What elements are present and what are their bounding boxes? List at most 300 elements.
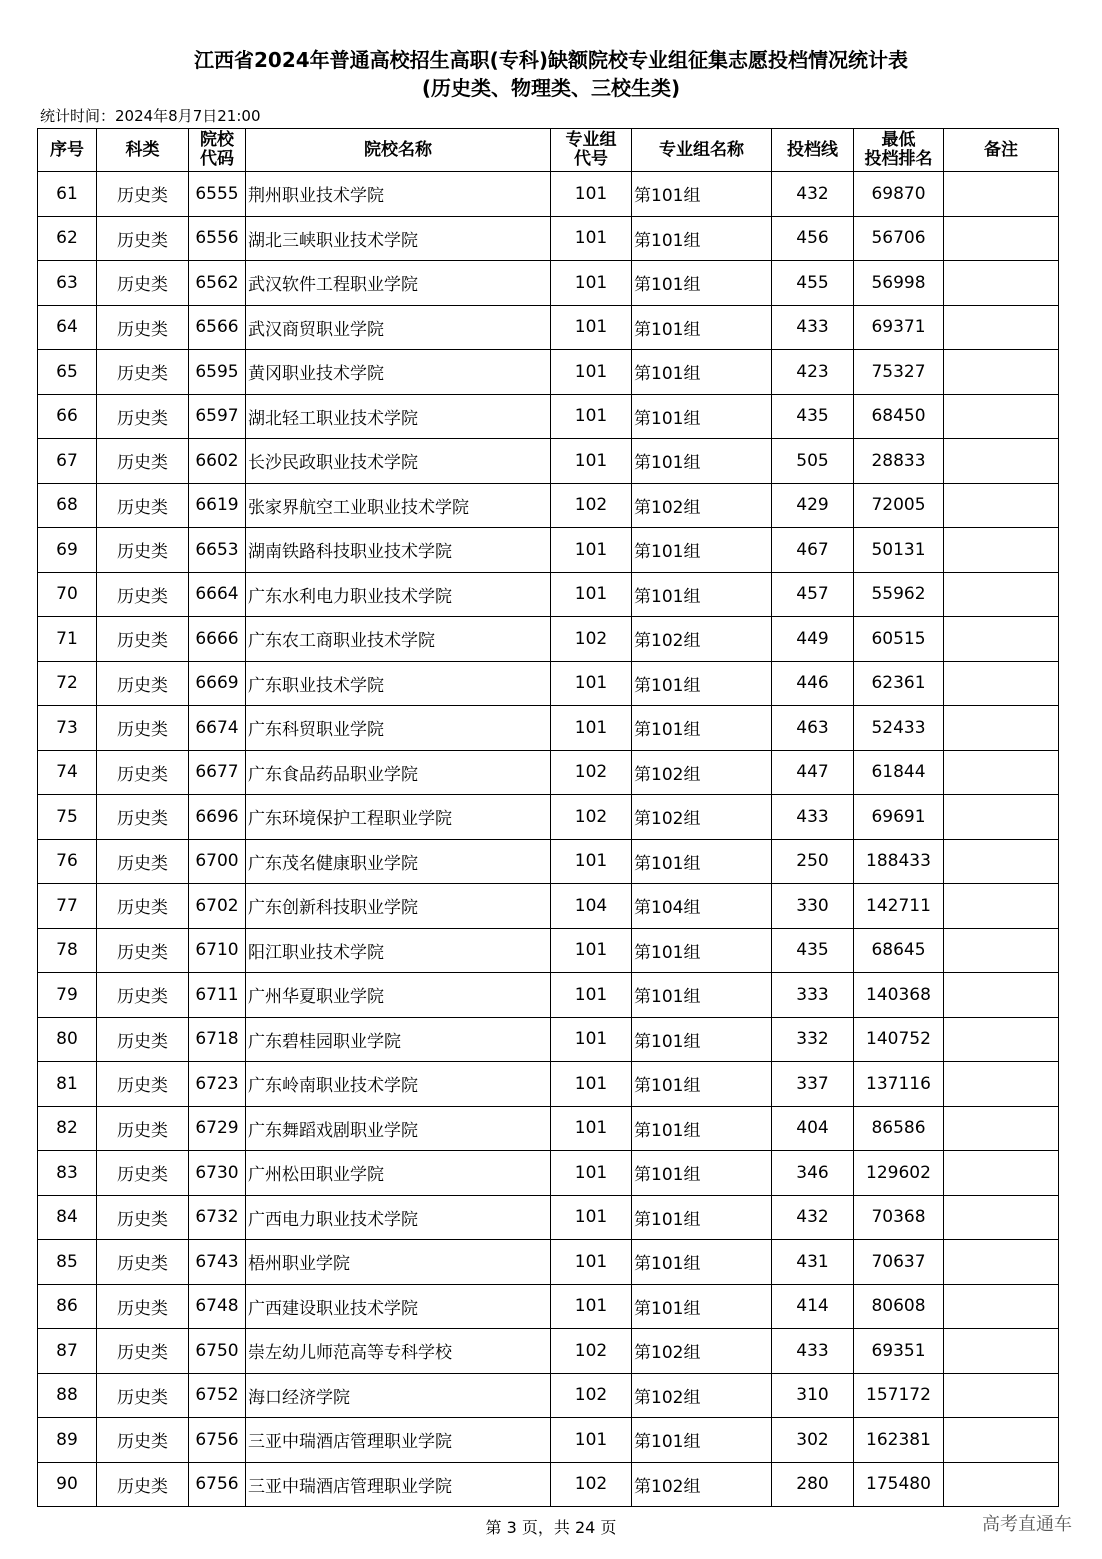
table-row	[38, 572, 1059, 617]
header-min-rank: 最低 投档排名	[854, 129, 944, 172]
cell-school-name: 张家界航空工业职业技术学院	[246, 483, 551, 528]
cell-school-name: 崇左幼儿师范高等专科学校	[246, 1329, 551, 1374]
cell-score-line: 435	[772, 394, 854, 439]
cell-group-name: 第101组	[632, 394, 772, 439]
cell-seq: 78	[38, 928, 97, 973]
cell-min-rank: 52433	[854, 706, 944, 751]
cell-score-line: 447	[772, 750, 854, 795]
cell-score-line: 423	[772, 350, 854, 395]
cell-group-name: 第101组	[632, 439, 772, 484]
cell-group-code: 102	[551, 1329, 632, 1374]
cell-note	[944, 1373, 1059, 1418]
cell-score-line: 333	[772, 973, 854, 1018]
cell-school-name: 三亚中瑞酒店管理职业学院	[246, 1418, 551, 1463]
table-row	[38, 750, 1059, 795]
cell-min-rank: 80608	[854, 1284, 944, 1329]
cell-seq: 61	[38, 172, 97, 217]
cell-school-code: 6566	[189, 305, 246, 350]
cell-note	[944, 261, 1059, 306]
table-row	[38, 1106, 1059, 1151]
cell-school-name: 武汉商贸职业学院	[246, 305, 551, 350]
cell-note	[944, 1017, 1059, 1062]
cell-subject: 历史类	[97, 1151, 189, 1196]
cell-group-name: 第101组	[632, 1017, 772, 1062]
cell-score-line: 310	[772, 1373, 854, 1418]
table-row	[38, 216, 1059, 261]
cell-seq: 80	[38, 1017, 97, 1062]
cell-subject: 历史类	[97, 1062, 189, 1107]
cell-group-name: 第102组	[632, 617, 772, 662]
cell-school-code: 6674	[189, 706, 246, 751]
cell-seq: 82	[38, 1106, 97, 1151]
cell-seq: 86	[38, 1284, 97, 1329]
cell-score-line: 414	[772, 1284, 854, 1329]
table-row	[38, 394, 1059, 439]
cell-school-name: 广东环境保护工程职业学院	[246, 795, 551, 840]
table-header-row	[38, 129, 1059, 172]
cell-group-name: 第101组	[632, 216, 772, 261]
cell-group-code: 101	[551, 572, 632, 617]
cell-note	[944, 1062, 1059, 1107]
cell-seq: 75	[38, 795, 97, 840]
cell-group-code: 101	[551, 528, 632, 573]
admission-table	[37, 128, 1059, 1507]
cell-note	[944, 706, 1059, 751]
cell-school-code: 6729	[189, 1106, 246, 1151]
cell-score-line: 463	[772, 706, 854, 751]
cell-school-name: 广东岭南职业技术学院	[246, 1062, 551, 1107]
cell-school-code: 6723	[189, 1062, 246, 1107]
table-row	[38, 439, 1059, 484]
cell-school-code: 6669	[189, 661, 246, 706]
cell-group-name: 第102组	[632, 1329, 772, 1374]
cell-note	[944, 305, 1059, 350]
cell-note	[944, 661, 1059, 706]
cell-school-name: 荆州职业技术学院	[246, 172, 551, 217]
cell-min-rank: 86586	[854, 1106, 944, 1151]
cell-note	[944, 750, 1059, 795]
cell-group-name: 第102组	[632, 1373, 772, 1418]
cell-seq: 70	[38, 572, 97, 617]
cell-min-rank: 68645	[854, 928, 944, 973]
cell-group-code: 101	[551, 394, 632, 439]
cell-group-name: 第101组	[632, 1106, 772, 1151]
table-row	[38, 1062, 1059, 1107]
cell-seq: 81	[38, 1062, 97, 1107]
cell-seq: 89	[38, 1418, 97, 1463]
cell-score-line: 456	[772, 216, 854, 261]
table-row	[38, 1373, 1059, 1418]
cell-school-name: 黄冈职业技术学院	[246, 350, 551, 395]
cell-subject: 历史类	[97, 305, 189, 350]
cell-school-name: 广东水利电力职业技术学院	[246, 572, 551, 617]
cell-seq: 84	[38, 1195, 97, 1240]
table-row	[38, 928, 1059, 973]
cell-subject: 历史类	[97, 1240, 189, 1285]
cell-subject: 历史类	[97, 795, 189, 840]
cell-group-code: 102	[551, 750, 632, 795]
cell-note	[944, 617, 1059, 662]
header-school-code: 院校 代码	[189, 129, 246, 172]
cell-group-code: 101	[551, 216, 632, 261]
table-row	[38, 261, 1059, 306]
cell-score-line: 429	[772, 483, 854, 528]
cell-min-rank: 140368	[854, 973, 944, 1018]
cell-seq: 71	[38, 617, 97, 662]
table-row	[38, 1284, 1059, 1329]
cell-score-line: 433	[772, 1329, 854, 1374]
cell-group-code: 101	[551, 1195, 632, 1240]
cell-school-code: 6750	[189, 1329, 246, 1374]
cell-score-line: 332	[772, 1017, 854, 1062]
header-note: 备注	[944, 129, 1059, 172]
cell-group-code: 101	[551, 1017, 632, 1062]
cell-group-code: 102	[551, 483, 632, 528]
cell-score-line: 433	[772, 305, 854, 350]
cell-note	[944, 1418, 1059, 1463]
cell-group-name: 第101组	[632, 1418, 772, 1463]
cell-school-name: 海口经济学院	[246, 1373, 551, 1418]
cell-note	[944, 528, 1059, 573]
cell-min-rank: 56706	[854, 216, 944, 261]
cell-seq: 83	[38, 1151, 97, 1196]
cell-min-rank: 70368	[854, 1195, 944, 1240]
table-row	[38, 617, 1059, 662]
cell-score-line: 432	[772, 172, 854, 217]
cell-group-name: 第101组	[632, 661, 772, 706]
cell-note	[944, 350, 1059, 395]
cell-school-name: 广东创新科技职业学院	[246, 884, 551, 929]
cell-school-code: 6700	[189, 839, 246, 884]
cell-note	[944, 1462, 1059, 1507]
table-row	[38, 973, 1059, 1018]
cell-seq: 87	[38, 1329, 97, 1374]
cell-group-name: 第101组	[632, 1240, 772, 1285]
cell-group-name: 第101组	[632, 572, 772, 617]
cell-school-code: 6595	[189, 350, 246, 395]
cell-school-name: 广西建设职业技术学院	[246, 1284, 551, 1329]
cell-subject: 历史类	[97, 1418, 189, 1463]
cell-school-code: 6597	[189, 394, 246, 439]
cell-note	[944, 884, 1059, 929]
cell-subject: 历史类	[97, 439, 189, 484]
cell-school-code: 6756	[189, 1462, 246, 1507]
cell-group-code: 101	[551, 350, 632, 395]
cell-min-rank: 60515	[854, 617, 944, 662]
cell-group-code: 102	[551, 617, 632, 662]
cell-subject: 历史类	[97, 928, 189, 973]
cell-school-name: 湖北轻工职业技术学院	[246, 394, 551, 439]
cell-seq: 68	[38, 483, 97, 528]
cell-school-code: 6619	[189, 483, 246, 528]
table-row	[38, 483, 1059, 528]
cell-school-name: 广东职业技术学院	[246, 661, 551, 706]
table-row	[38, 172, 1059, 217]
cell-school-code: 6702	[189, 884, 246, 929]
brand-watermark: 高考直通车	[982, 1514, 1072, 1535]
cell-group-code: 102	[551, 1462, 632, 1507]
cell-score-line: 505	[772, 439, 854, 484]
cell-subject: 历史类	[97, 1106, 189, 1151]
cell-group-name: 第101组	[632, 528, 772, 573]
header-score-line: 投档线	[772, 129, 854, 172]
cell-school-name: 湖南铁路科技职业技术学院	[246, 528, 551, 573]
cell-group-code: 101	[551, 839, 632, 884]
table-row	[38, 884, 1059, 929]
cell-subject: 历史类	[97, 661, 189, 706]
table-row	[38, 528, 1059, 573]
stat-time: 统计时间：2024年8月7日21:00	[40, 107, 261, 125]
cell-subject: 历史类	[97, 572, 189, 617]
cell-group-code: 101	[551, 1284, 632, 1329]
cell-note	[944, 394, 1059, 439]
cell-note	[944, 839, 1059, 884]
cell-school-name: 广东科贸职业学院	[246, 706, 551, 751]
table-row	[38, 839, 1059, 884]
page-subtitle: (历史类、物理类、三校生类)	[421, 76, 681, 100]
cell-min-rank: 61844	[854, 750, 944, 795]
table-row	[38, 1240, 1059, 1285]
cell-group-code: 101	[551, 261, 632, 306]
cell-group-code: 101	[551, 706, 632, 751]
cell-school-code: 6555	[189, 172, 246, 217]
cell-seq: 62	[38, 216, 97, 261]
cell-subject: 历史类	[97, 839, 189, 884]
cell-seq: 88	[38, 1373, 97, 1418]
cell-note	[944, 172, 1059, 217]
cell-subject: 历史类	[97, 216, 189, 261]
table-row	[38, 1418, 1059, 1463]
table-row	[38, 305, 1059, 350]
cell-school-code: 6677	[189, 750, 246, 795]
cell-min-rank: 175480	[854, 1462, 944, 1507]
cell-note	[944, 1195, 1059, 1240]
cell-seq: 69	[38, 528, 97, 573]
cell-group-name: 第101组	[632, 1062, 772, 1107]
cell-group-name: 第101组	[632, 1151, 772, 1196]
table-row	[38, 1151, 1059, 1196]
cell-min-rank: 137116	[854, 1062, 944, 1107]
cell-subject: 历史类	[97, 172, 189, 217]
cell-seq: 74	[38, 750, 97, 795]
cell-note	[944, 1151, 1059, 1196]
cell-score-line: 455	[772, 261, 854, 306]
cell-subject: 历史类	[97, 1373, 189, 1418]
page-title: 江西省2024年普通高校招生高职(专科)缺额院校专业组征集志愿投档情况统计表	[194, 48, 908, 72]
cell-seq: 67	[38, 439, 97, 484]
cell-note	[944, 439, 1059, 484]
cell-school-code: 6748	[189, 1284, 246, 1329]
cell-subject: 历史类	[97, 1195, 189, 1240]
cell-min-rank: 72005	[854, 483, 944, 528]
cell-group-name: 第102组	[632, 750, 772, 795]
cell-note	[944, 216, 1059, 261]
cell-group-name: 第101组	[632, 973, 772, 1018]
cell-group-code: 101	[551, 1106, 632, 1151]
header-group-code: 专业组 代号	[551, 129, 632, 172]
cell-group-code: 101	[551, 439, 632, 484]
cell-seq: 90	[38, 1462, 97, 1507]
cell-score-line: 404	[772, 1106, 854, 1151]
cell-score-line: 250	[772, 839, 854, 884]
cell-seq: 63	[38, 261, 97, 306]
cell-score-line: 433	[772, 795, 854, 840]
cell-seq: 79	[38, 973, 97, 1018]
cell-group-code: 101	[551, 305, 632, 350]
table-row	[38, 1017, 1059, 1062]
cell-school-code: 6732	[189, 1195, 246, 1240]
cell-subject: 历史类	[97, 528, 189, 573]
cell-min-rank: 188433	[854, 839, 944, 884]
cell-min-rank: 157172	[854, 1373, 944, 1418]
cell-group-code: 101	[551, 928, 632, 973]
cell-school-code: 6562	[189, 261, 246, 306]
cell-note	[944, 1106, 1059, 1151]
cell-seq: 66	[38, 394, 97, 439]
cell-note	[944, 1240, 1059, 1285]
cell-subject: 历史类	[97, 750, 189, 795]
cell-school-code: 6696	[189, 795, 246, 840]
cell-group-code: 104	[551, 884, 632, 929]
cell-school-name: 广东茂名健康职业学院	[246, 839, 551, 884]
cell-school-code: 6710	[189, 928, 246, 973]
cell-subject: 历史类	[97, 394, 189, 439]
cell-group-code: 101	[551, 661, 632, 706]
cell-score-line: 330	[772, 884, 854, 929]
cell-min-rank: 162381	[854, 1418, 944, 1463]
cell-group-code: 101	[551, 1418, 632, 1463]
cell-note	[944, 1284, 1059, 1329]
cell-min-rank: 68450	[854, 394, 944, 439]
cell-school-name: 广东食品药品职业学院	[246, 750, 551, 795]
cell-school-name: 广州松田职业学院	[246, 1151, 551, 1196]
cell-subject: 历史类	[97, 261, 189, 306]
cell-school-code: 6666	[189, 617, 246, 662]
cell-score-line: 446	[772, 661, 854, 706]
cell-group-name: 第101组	[632, 928, 772, 973]
cell-school-name: 三亚中瑞酒店管理职业学院	[246, 1462, 551, 1507]
cell-school-name: 广东农工商职业技术学院	[246, 617, 551, 662]
cell-seq: 77	[38, 884, 97, 929]
cell-note	[944, 973, 1059, 1018]
cell-group-name: 第101组	[632, 305, 772, 350]
cell-school-name: 广东舞蹈戏剧职业学院	[246, 1106, 551, 1151]
cell-note	[944, 1329, 1059, 1374]
cell-subject: 历史类	[97, 884, 189, 929]
cell-score-line: 280	[772, 1462, 854, 1507]
cell-group-name: 第102组	[632, 795, 772, 840]
cell-subject: 历史类	[97, 617, 189, 662]
cell-note	[944, 795, 1059, 840]
cell-group-code: 101	[551, 172, 632, 217]
cell-group-name: 第101组	[632, 839, 772, 884]
table-row	[38, 1329, 1059, 1374]
header-subject: 科类	[97, 129, 189, 172]
cell-subject: 历史类	[97, 1017, 189, 1062]
header-group-name: 专业组名称	[632, 129, 772, 172]
cell-subject: 历史类	[97, 706, 189, 751]
cell-group-name: 第101组	[632, 706, 772, 751]
cell-subject: 历史类	[97, 973, 189, 1018]
cell-group-code: 102	[551, 795, 632, 840]
cell-score-line: 337	[772, 1062, 854, 1107]
cell-school-code: 6711	[189, 973, 246, 1018]
cell-seq: 73	[38, 706, 97, 751]
cell-school-name: 广西电力职业技术学院	[246, 1195, 551, 1240]
cell-min-rank: 28833	[854, 439, 944, 484]
cell-seq: 64	[38, 305, 97, 350]
cell-subject: 历史类	[97, 483, 189, 528]
cell-score-line: 346	[772, 1151, 854, 1196]
cell-min-rank: 129602	[854, 1151, 944, 1196]
cell-min-rank: 140752	[854, 1017, 944, 1062]
cell-group-code: 101	[551, 973, 632, 1018]
cell-school-code: 6602	[189, 439, 246, 484]
cell-group-name: 第101组	[632, 1284, 772, 1329]
cell-school-code: 6730	[189, 1151, 246, 1196]
cell-school-code: 6752	[189, 1373, 246, 1418]
cell-group-name: 第101组	[632, 261, 772, 306]
cell-min-rank: 69371	[854, 305, 944, 350]
cell-school-code: 6718	[189, 1017, 246, 1062]
cell-group-code: 101	[551, 1062, 632, 1107]
cell-group-name: 第102组	[632, 483, 772, 528]
cell-school-name: 武汉软件工程职业学院	[246, 261, 551, 306]
cell-school-name: 长沙民政职业技术学院	[246, 439, 551, 484]
cell-min-rank: 62361	[854, 661, 944, 706]
cell-school-code: 6653	[189, 528, 246, 573]
cell-seq: 65	[38, 350, 97, 395]
cell-note	[944, 572, 1059, 617]
cell-school-name: 阳江职业技术学院	[246, 928, 551, 973]
cell-subject: 历史类	[97, 350, 189, 395]
cell-subject: 历史类	[97, 1329, 189, 1374]
cell-school-name: 广州华夏职业学院	[246, 973, 551, 1018]
cell-min-rank: 69691	[854, 795, 944, 840]
cell-group-name: 第101组	[632, 172, 772, 217]
cell-group-code: 101	[551, 1240, 632, 1285]
cell-group-code: 102	[551, 1373, 632, 1418]
page-footer: 第 3 页，共 24 页	[485, 1518, 617, 1537]
cell-subject: 历史类	[97, 1462, 189, 1507]
cell-note	[944, 928, 1059, 973]
cell-note	[944, 483, 1059, 528]
cell-seq: 85	[38, 1240, 97, 1285]
table-row	[38, 1462, 1059, 1507]
cell-min-rank: 55962	[854, 572, 944, 617]
header-school-name: 院校名称	[246, 129, 551, 172]
cell-min-rank: 75327	[854, 350, 944, 395]
header-seq: 序号	[38, 129, 97, 172]
cell-school-name: 湖北三峡职业技术学院	[246, 216, 551, 261]
cell-min-rank: 70637	[854, 1240, 944, 1285]
cell-group-code: 101	[551, 1151, 632, 1196]
cell-score-line: 435	[772, 928, 854, 973]
cell-school-code: 6556	[189, 216, 246, 261]
cell-score-line: 432	[772, 1195, 854, 1240]
cell-group-name: 第102组	[632, 1462, 772, 1507]
cell-school-code: 6756	[189, 1418, 246, 1463]
cell-school-name: 广东碧桂园职业学院	[246, 1017, 551, 1062]
table-row	[38, 661, 1059, 706]
cell-group-name: 第101组	[632, 1195, 772, 1240]
cell-school-name: 梧州职业学院	[246, 1240, 551, 1285]
cell-seq: 76	[38, 839, 97, 884]
table-row	[38, 1195, 1059, 1240]
cell-min-rank: 50131	[854, 528, 944, 573]
table-row	[38, 350, 1059, 395]
cell-group-name: 第104组	[632, 884, 772, 929]
